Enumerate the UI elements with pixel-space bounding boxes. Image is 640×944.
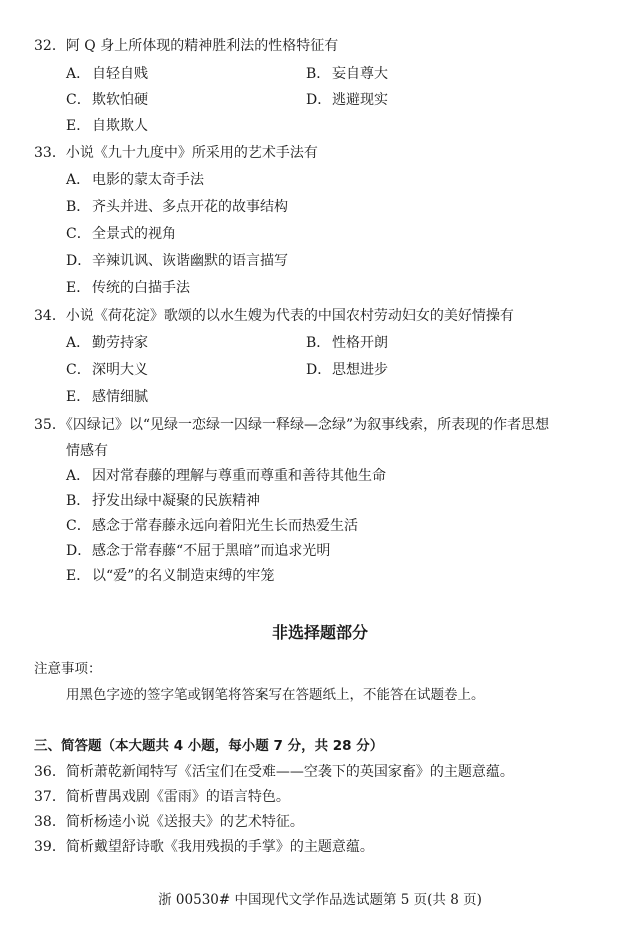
short-answer-39: 39．简析戴望舒诗歌《我用残损的手掌》的主题意蕴。 (34, 839, 374, 855)
option-text: 性格开朗 (332, 335, 388, 351)
short-answer-36: 36．简析萧乾新闻特写《活宝们在受难——空袭下的英国家畜》的主题意蕴。 (34, 764, 514, 780)
question-34-option-a (66, 333, 148, 353)
option-text: 欺软怕硬 (92, 92, 148, 108)
option-label: C． (66, 518, 91, 534)
option-text: 辛辣讥讽、诙谐幽默的语言描写 (92, 253, 288, 269)
option-text: 妄自尊大 (332, 66, 388, 82)
question-32-option-b (306, 64, 388, 84)
option-label: E． (66, 568, 91, 584)
question-33-stem: 33．小说《九十九度中》所采用的艺术手法有 (34, 145, 318, 161)
option-text: 抒发出绿中凝聚的民族精神 (92, 493, 260, 509)
option-label: B． (306, 335, 331, 351)
question-35-option-d (66, 541, 330, 561)
short-answer-38: 38．简析杨逵小说《送报夫》的艺术特征。 (34, 814, 304, 830)
option-text: 自轻自贱 (92, 66, 148, 82)
option-label: A． (66, 66, 91, 82)
question-32-option-a (66, 64, 148, 84)
option-label: D． (306, 362, 332, 378)
option-label: E． (66, 389, 91, 405)
question-32-stem: 32．阿 Q 身上所体现的精神胜利法的性格特征有 (34, 38, 339, 54)
option-label: A． (66, 468, 91, 484)
notice-text: 用黑色字迹的签字笔或钢笔将答案写在答题纸上，不能答在试题卷上。 (66, 687, 485, 703)
question-34-option-b (306, 333, 388, 353)
question-34-option-e (66, 387, 148, 407)
question-33-option-e (66, 278, 190, 298)
option-text: 因对常春藤的理解与尊重而尊重和善待其他生命 (92, 468, 386, 484)
option-label: D． (66, 543, 92, 559)
question-32-option-c (66, 90, 148, 110)
option-text: 电影的蒙太奇手法 (92, 172, 204, 188)
notice-title: 注意事项： (34, 661, 102, 677)
question-32-option-e (66, 116, 148, 136)
option-text: 勤劳持家 (92, 335, 148, 351)
question-34-stem: 34．小说《荷花淀》歌颂的以水生嫂为代表的中国农村劳动妇女的美好情操有 (34, 308, 514, 324)
question-33-option-b (66, 197, 288, 217)
section-heading: 三、简答题（本大题共 4 小题，每小题 7 分，共 28 分） (34, 738, 384, 754)
option-text: 思想进步 (332, 362, 388, 378)
question-33-option-a (66, 170, 204, 190)
option-label: C． (66, 362, 91, 378)
option-text: 感情细腻 (92, 389, 148, 405)
part-title: 非选择题部分 (271, 623, 368, 642)
option-label: B． (306, 66, 331, 82)
option-label: C． (66, 92, 91, 108)
option-text: 感念于常春藤“不屈于黑暗”而追求光明 (92, 543, 331, 559)
option-label: E． (66, 280, 91, 296)
option-label: D． (306, 92, 332, 108)
option-label: A． (66, 335, 91, 351)
question-33-option-c (66, 224, 176, 244)
question-35-stem: 35．《囚绿记》以“见绿一恋绿一囚绿一释绿—念绿”为叙事线索，所表现的作者思想 (34, 417, 550, 433)
question-32-option-d (306, 90, 388, 110)
question-35-option-a (66, 466, 386, 486)
option-text: 传统的白描手法 (92, 280, 190, 296)
question-35-stem-continued: 情感有 (66, 443, 108, 459)
option-text: 感念于常春藤永远向着阳光生长而热爱生活 (92, 518, 358, 534)
question-34-option-d (306, 360, 388, 380)
question-34-option-c (66, 360, 148, 380)
question-35-option-e (66, 566, 274, 586)
option-label: E． (66, 118, 91, 134)
question-35-option-c (66, 516, 358, 536)
option-text: 以“爱”的名义制造束缚的牢笼 (92, 568, 275, 584)
short-answer-37: 37．简析曹禺戏剧《雷雨》的语言特色。 (34, 789, 290, 805)
option-text: 自欺欺人 (92, 118, 148, 134)
question-35-option-b (66, 491, 260, 511)
question-33-option-d (66, 251, 288, 271)
option-text: 逃避现实 (332, 92, 388, 108)
option-label: D． (66, 253, 92, 269)
option-text: 齐头并进、多点开花的故事结构 (92, 199, 288, 215)
option-text: 全景式的视角 (92, 226, 176, 242)
option-label: C． (66, 226, 91, 242)
option-label: B． (66, 493, 91, 509)
option-label: A． (66, 172, 91, 188)
page-footer: 浙 00530# 中国现代文学作品选试题第 5 页(共 8 页) (158, 892, 482, 908)
option-label: B． (66, 199, 91, 215)
option-text: 深明大义 (92, 362, 148, 378)
